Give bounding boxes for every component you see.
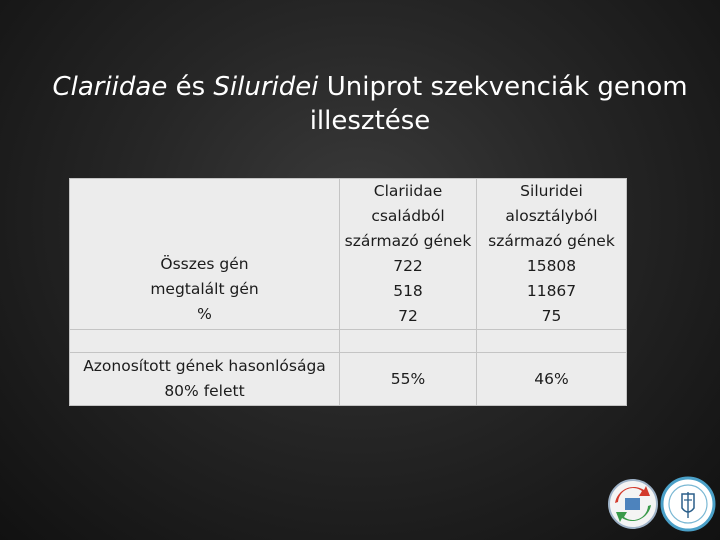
title-clariidae: Clariidae xyxy=(52,72,168,102)
logo-svg xyxy=(606,474,718,534)
clariidae-column-cell xyxy=(340,179,477,330)
col2-header-line-3: származó gének xyxy=(488,232,615,250)
similarity-label-cell xyxy=(70,353,340,406)
col2-found-value: 11867 xyxy=(526,282,577,300)
col2-header-line-2: alosztályból xyxy=(505,207,598,225)
row-labels-cell xyxy=(70,179,340,330)
col1-total-value: 722 xyxy=(393,257,423,275)
similarity-col2-cell: 46% xyxy=(477,353,627,406)
slide-title xyxy=(40,70,700,138)
gene-comparison-table xyxy=(69,178,627,406)
spacer-cell xyxy=(477,330,627,353)
table-row xyxy=(70,353,627,406)
title-conjunction: és xyxy=(167,72,214,102)
row-label-found-genes: megtalált gén xyxy=(150,280,259,298)
similarity-label-line-1: Azonosított gének hasonlósága xyxy=(83,357,326,375)
similarity-col1-cell: 55% xyxy=(340,353,477,406)
col1-percent-value: 72 xyxy=(398,307,418,325)
col1-header-line-3: származó gének xyxy=(344,232,472,250)
title-siluridei: Siluridei xyxy=(213,72,319,102)
row-label-percent: % xyxy=(197,305,212,323)
title-rest: Uniprot szekvenciák genom illesztése xyxy=(309,72,688,136)
col2-total-value: 15808 xyxy=(526,257,577,275)
spacer-cell xyxy=(340,330,477,353)
similarity-label-line-2: 80% felett xyxy=(164,382,245,400)
col2-percent-value: 75 xyxy=(541,307,562,325)
university-logo-icon xyxy=(609,480,657,528)
siluridei-column-cell xyxy=(477,179,627,330)
spacer-cell xyxy=(70,330,340,353)
col1-found-value: 518 xyxy=(393,282,423,300)
table-spacer-row xyxy=(70,330,627,353)
col1-header-line-2: családból xyxy=(371,207,445,225)
crest-logo-icon xyxy=(662,478,714,530)
col1-header-line-1: Clariidae xyxy=(373,182,443,200)
table-row xyxy=(70,179,627,330)
logos xyxy=(606,474,718,534)
col2-header-line-1: Siluridei xyxy=(520,182,583,200)
row-label-total-genes: Összes gén xyxy=(160,255,249,273)
